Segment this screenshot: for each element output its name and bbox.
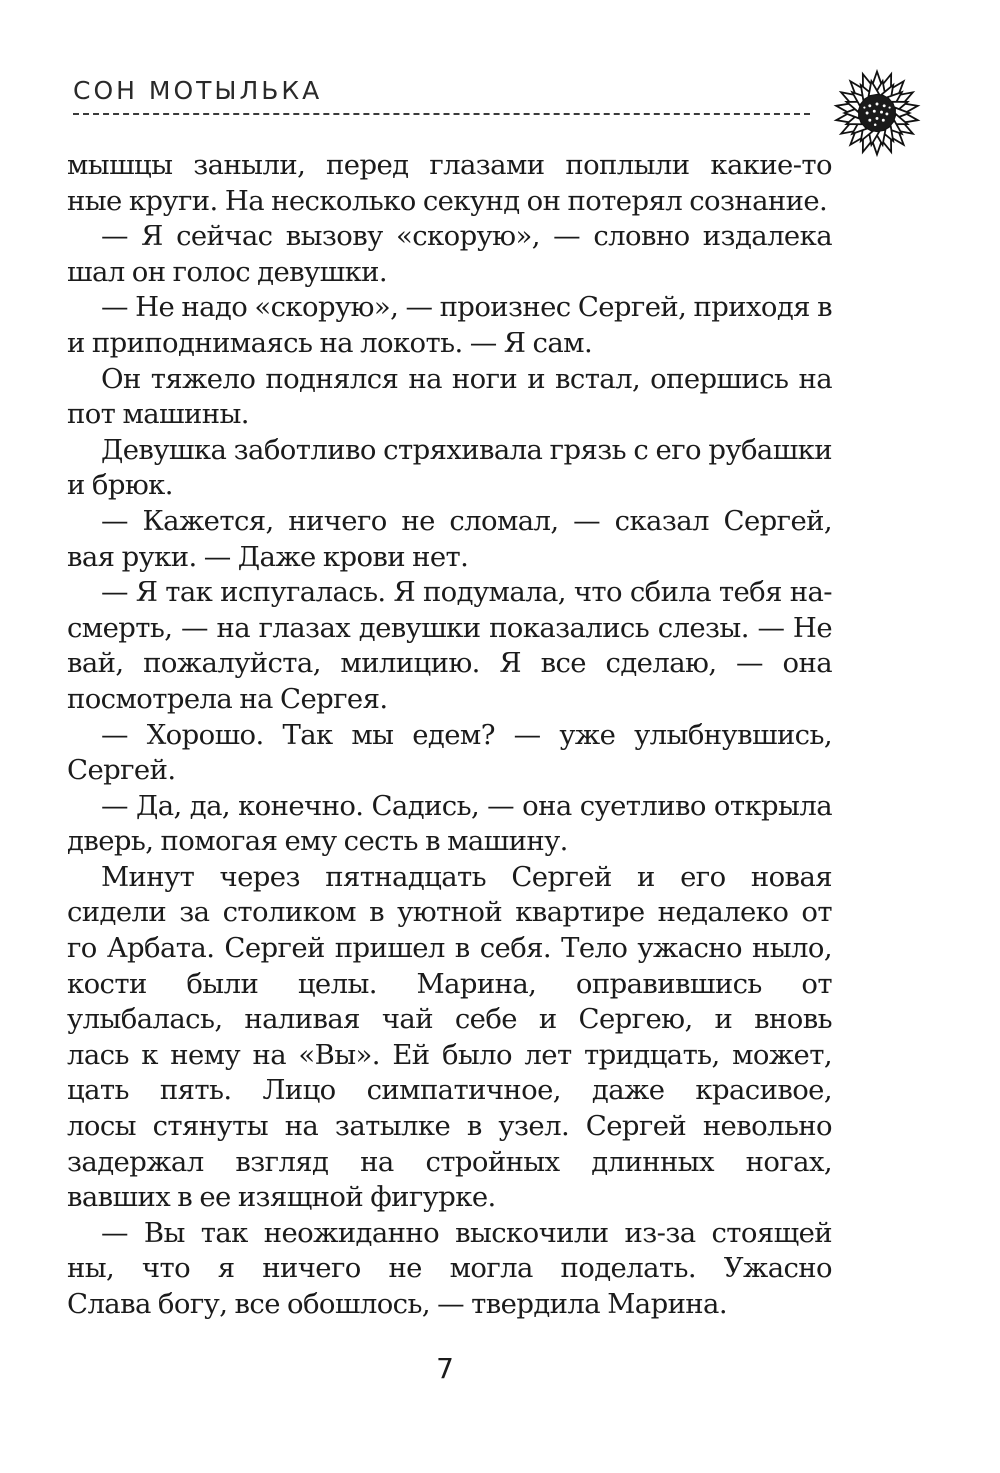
text-line: пот машины. — [67, 398, 249, 431]
text-line: дверь, помогая ему сесть в машину. — [67, 825, 568, 858]
paragraph — [67, 789, 832, 860]
text-line: посмотрела на Сергея. — [67, 682, 388, 715]
text-line: Девушка заботливо стряхивала грязь с его рубашки — [101, 433, 832, 466]
paragraph — [67, 718, 832, 789]
text-line: смерть, — на глазах девушки показались слезы. — Не — [67, 611, 832, 644]
page-number: 7 — [436, 1352, 454, 1385]
text-line: вавших в ее изящной фигурке. — [67, 1181, 496, 1214]
paragraph — [67, 1216, 832, 1323]
text-line: ны, что я ничего не могла поделать. Ужасно — [67, 1252, 832, 1285]
text-line: — Хорошо. Так мы едем? — уже улыбнувшись, — [101, 718, 832, 751]
text-line: и брюк. — [67, 469, 173, 502]
paragraph — [67, 219, 832, 290]
text-line: задержал взгляд на стройных длинных ногах, — [67, 1145, 832, 1178]
text-line: Слава богу, все обошлось, — твердила Марина. — [67, 1288, 727, 1320]
running-header-title: СОН МОТЫЛЬКА — [73, 76, 323, 105]
text-line: улыбалась, наливая чай себе и Сергею, и вновь — [67, 1003, 832, 1036]
text-line: — Вы так неожиданно выскочили из-за стоящей — [101, 1216, 832, 1249]
text-line: шал он голос девушки. — [67, 255, 388, 288]
paragraph — [67, 433, 832, 504]
text-line: вай, пожалуйста, милицию. Я все сделаю, — она — [67, 647, 832, 680]
paragraph — [67, 148, 832, 219]
text-line: Он тяжело поднялся на ноги и встал, опершись на — [101, 362, 832, 395]
sunflower-icon — [832, 68, 922, 158]
paragraph — [67, 290, 832, 361]
text-line: кости были целы. Марина, оправившись от — [67, 967, 832, 1000]
body-text — [67, 148, 832, 1323]
paragraph — [67, 362, 832, 433]
text-line: — Да, да, конечно. Садись, — она суетливо открыла — [101, 789, 832, 822]
text-line: — Кажется, ничего не сломал, — сказал Сергей, — [101, 504, 832, 537]
text-line: мышцы заныли, перед глазами поплыли какие-то — [67, 149, 832, 181]
paragraph — [67, 504, 832, 575]
text-line: сидели за столиком в уютной квартире недалеко от — [67, 896, 832, 929]
text-line: го Арбата. Сергей пришел в себя. Тело ужасно ныло, — [67, 932, 832, 965]
text-line: Минут через пятнадцать Сергей и его новая — [101, 860, 832, 893]
paragraph — [67, 575, 832, 717]
text-line: лась к нему на «Вы». Ей было лет тридцать, может, — [67, 1038, 832, 1071]
text-line: и приподнимаясь на локоть. — Я сам. — [67, 326, 593, 359]
text-line: — Я сейчас вызову «скорую», — словно издалека — [101, 220, 832, 253]
text-line: — Не надо «скорую», — произнес Сергей, приходя в — [101, 291, 832, 324]
header-dashed-rule — [73, 113, 810, 115]
text-line: вая руки. — Даже крови нет. — [67, 540, 469, 573]
paragraph — [67, 860, 832, 1216]
text-line: Сергей. — [67, 754, 176, 787]
text-line: ные круги. На несколько секунд он потерял сознание. — [67, 184, 828, 217]
text-line: цать пять. Лицо симпатичное, даже красивое, — [67, 1074, 832, 1107]
text-line: лосы стянуты на затылке в узел. Сергей невольно — [67, 1110, 832, 1143]
text-line: — Я так испугалась. Я подумала, что сбила тебя на- — [101, 576, 832, 609]
